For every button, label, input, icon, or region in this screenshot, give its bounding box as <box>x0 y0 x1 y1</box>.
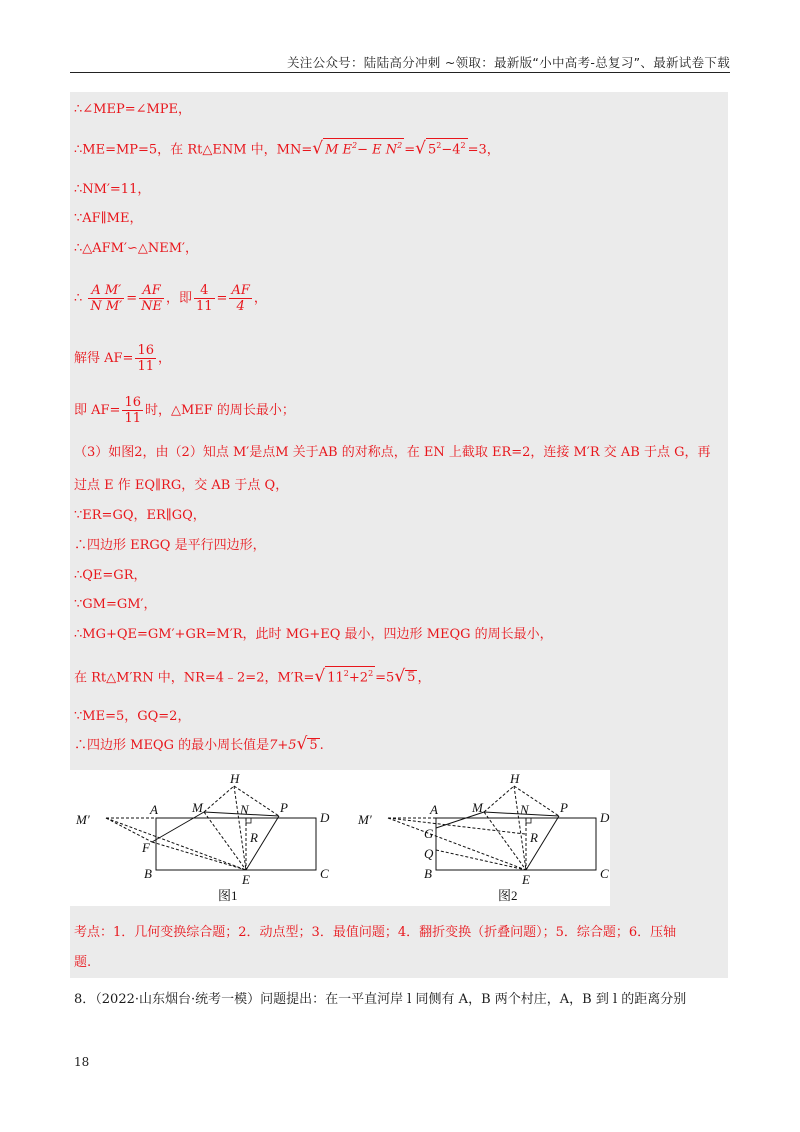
header-rule <box>70 72 730 73</box>
fig2-label-d: D <box>600 810 610 825</box>
line-19: 考点：1．几何变换综合题；2．动点型；3．最值问题；4．翻折变换（折叠问题）；5．综合题；6．压轴 <box>74 925 677 940</box>
fig2-label-r: R <box>530 830 538 845</box>
line-9: （3）如图2，由（2）知点 M′是点M 关于AB 的对称点，在 EN 上截取 ER=2，连接 M′R 交 AB 于点 G，再 <box>74 445 711 460</box>
fig1-label-mprime: M′ <box>76 812 90 827</box>
fraction-am-nm: $\frac{\text{A M′}}{\text{N M′}}$ <box>90 283 123 314</box>
sqrt-expression-2: $5^2-4^2$ <box>426 138 468 157</box>
line-15: ∴MG+QE=GM′+GR=M′R，此时 MG+EQ 最小，四边形 MEQG 的周长最小， <box>74 627 553 642</box>
line-20: 题. <box>74 955 92 970</box>
sqrt-5-a: 5 <box>407 670 416 686</box>
fig2-label-m: M <box>472 800 483 815</box>
fig1-caption: 图1 <box>218 888 238 903</box>
fig2-label-q: Q <box>424 846 434 861</box>
fraction-16-11: $\frac{16}{11}$ <box>137 343 154 374</box>
line-13: ∴QE=GR， <box>74 568 147 583</box>
fig2-rectangle <box>436 818 596 870</box>
fig2-label-e: E <box>522 872 530 887</box>
line-18: ∴四边形 MEQG 的最小周长值是7+5√ 5 . <box>74 734 324 754</box>
fraction-16-11-b: $\frac{16}{11}$ <box>124 395 141 426</box>
fig1-label-d: D <box>320 810 330 825</box>
fig1-label-m: M <box>192 800 203 815</box>
fig1-label-b: B <box>144 866 152 881</box>
fig1-label-p: P <box>280 800 288 815</box>
page-header: 关注公众号：陆陆高分冲刺 ~领取：最新版“小中高考-总复习”、最新试卷下载 <box>286 55 730 70</box>
fig2-label-b: B <box>424 866 432 881</box>
fig1-label-r: R <box>250 830 258 845</box>
fig2-label-c: C <box>600 866 609 881</box>
line-4: ∵AF∥ME， <box>74 211 143 226</box>
line-5: ∴△AFM′∽△NEM′， <box>74 241 198 256</box>
line-12: ∴四边形 ERGQ 是平行四边形， <box>74 538 266 553</box>
fraction-af-ne: $\frac{AF}{NE}$ <box>141 283 162 314</box>
line-14: ∵GM=GM′， <box>74 597 157 612</box>
line-8: 即 AF= $\frac{16}{11}$ 时，△MEF 的周长最小； <box>74 395 295 426</box>
line-11: ∵ER=GQ，ER∥GQ， <box>74 508 206 523</box>
fig2-label-n: N <box>520 802 529 817</box>
figure-2 <box>388 786 596 870</box>
line-2: ∴ME=MP=5，在 Rt△ENM 中，MN=√ M $E^2- E$ $N^2$ =√ $5^2-4^2 =3$， <box>74 138 500 159</box>
line-7: 解得 AF= $\frac{16}{11}$ ， <box>74 343 171 374</box>
fig2-label-a: A <box>430 802 438 817</box>
line-3: ∴NM′=11， <box>74 182 151 197</box>
next-question: 8．（2022·山东烟台·统考一模）问题提出：在一平直河岸 l 同侧有 A，B 两个村庄，A，B 到 l 的距离分别 <box>74 992 687 1007</box>
fig1-label-e: E <box>242 872 250 887</box>
figure-2-labels <box>357 771 610 903</box>
fig1-label-n: N <box>240 802 249 817</box>
fig2-label-g: G <box>424 826 434 841</box>
figure-1-labels <box>75 771 330 903</box>
sqrt-expression-1: M $E^2- E$ $N^2$ <box>323 138 404 157</box>
sqrt-5-b: 5 <box>309 738 318 753</box>
sqrt-expression-3: $11^2+2^2$ <box>325 666 375 685</box>
line-6: ∴ $\frac{\text{A M′}}{\text{N M′}}$ = $\frac{AF}{NE}$ ，即 $\frac{4}{11}$ = $\frac{AF}{4}$ ， <box>74 283 267 314</box>
fraction-af-4: $\frac{AF}{4}$ <box>231 283 250 314</box>
line-10: 过点 E 作 EQ∥RG，交 AB 于点 Q， <box>74 478 289 493</box>
figure-1 <box>106 786 316 870</box>
fig2-caption: 图2 <box>498 888 518 903</box>
figures-svg <box>70 770 610 906</box>
fraction-4-11: $\frac{4}{11}$ <box>196 283 213 314</box>
page-number: 18 <box>74 1055 90 1069</box>
fig1-label-f: F <box>142 840 150 855</box>
fig2-label-p: P <box>560 800 568 815</box>
fig2-label-mprime: M′ <box>358 812 372 827</box>
fig2-label-h: H <box>510 771 520 786</box>
line-16: 在 Rt△M′RN 中，NR=4﹣2=2，M′R=√ $11^2+2^2 =5√$ 5 ， <box>74 666 431 687</box>
line-1: ∴∠MEP=∠MPE， <box>74 102 192 117</box>
line-17: ∵ME=5，GQ=2， <box>74 709 191 724</box>
figures <box>70 770 610 906</box>
fig1-label-h: H <box>230 771 240 786</box>
fig1-label-c: C <box>320 866 329 881</box>
fig1-label-a: A <box>150 802 158 817</box>
